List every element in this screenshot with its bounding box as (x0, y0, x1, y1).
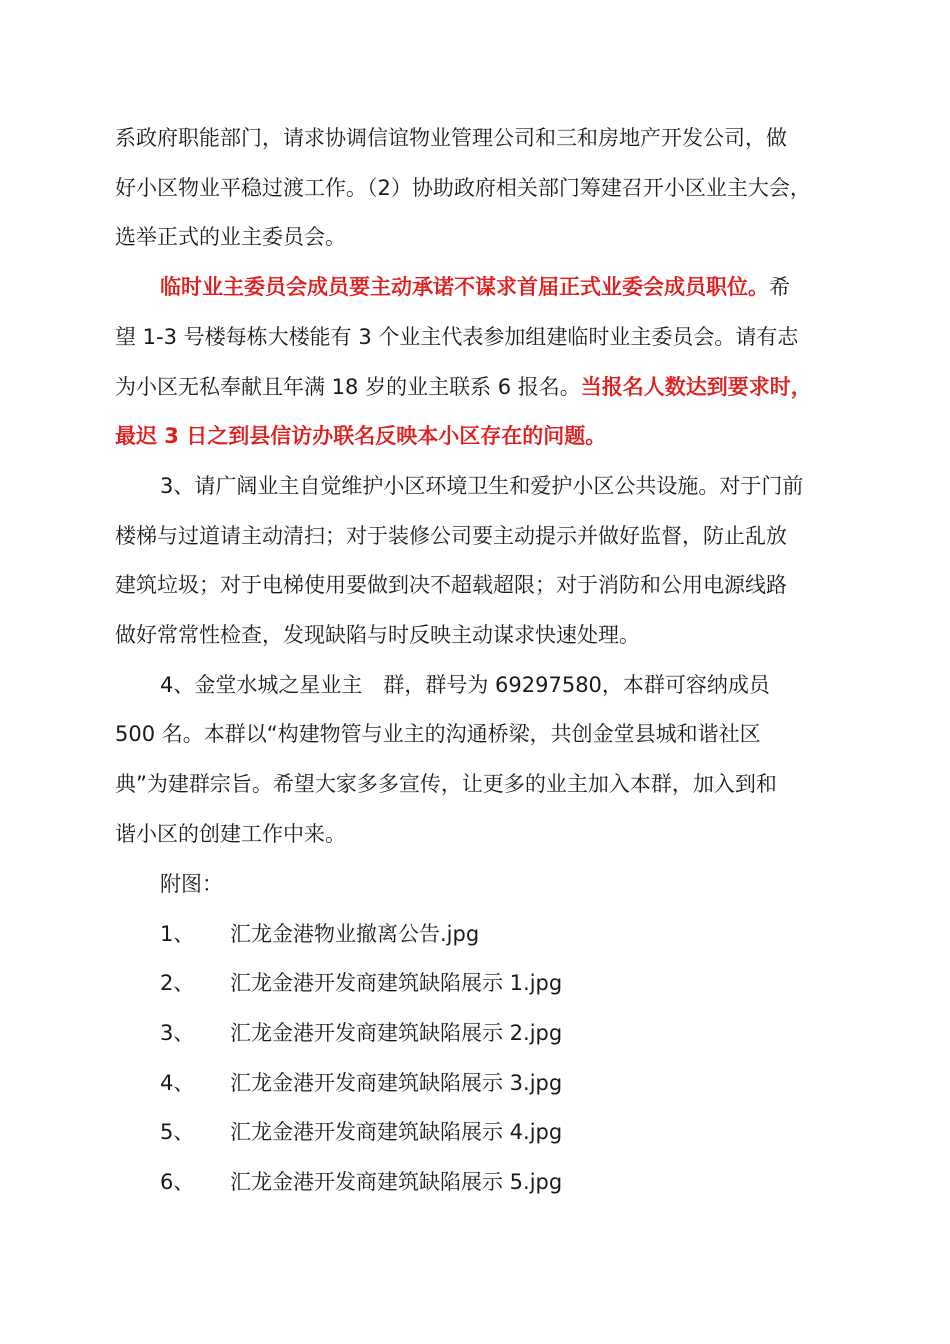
attachment-filename: 汇龙金港开发商建筑缺陷展示 3.jpg (230, 1071, 563, 1095)
attachment-number: 6、 (160, 1170, 195, 1194)
highlighted-text: 当报名人数达到要求时， (580, 375, 812, 399)
attachments-heading: 附图： (160, 872, 223, 896)
paragraph-line: 做好常常性检查，发现缺陷与时反映主动谋求快速处理。 (115, 623, 640, 647)
paragraph-line: 好小区物业平稳过渡工作。（2）协助政府相关部门筹建召开小区业主大会， (115, 176, 811, 200)
text-run: 希 (769, 275, 790, 299)
paragraph-line: 选举正式的业主委员会。 (115, 225, 346, 249)
text-run: 为小区无私奉献且年满 18 岁的业主联系 6 报名。 (115, 375, 581, 399)
attachment-filename: 汇龙金港开发商建筑缺陷展示 2.jpg (230, 1021, 563, 1045)
attachment-number: 5、 (160, 1120, 195, 1144)
highlighted-line: 最迟 3 日之到县信访办联名反映本小区存在的问题。 (115, 424, 607, 448)
attachment-number: 2、 (160, 971, 195, 995)
paragraph-line: 3、请广阔业主自觉维护小区环境卫生和爱护小区公共设施。对于门前 (160, 474, 804, 498)
paragraph-line: 望 1-3 号楼每栋大楼能有 3 个业主代表参加组建临时业主委员会。请有志 (115, 325, 799, 349)
paragraph-line: 楼梯与过道请主动清扫；对于装修公司要主动提示并做好监督，防止乱放 (115, 524, 787, 548)
attachment-number: 1、 (160, 922, 195, 946)
paragraph-line: 建筑垃圾；对于电梯使用要做到决不超载超限；对于消防和公用电源线路 (115, 573, 787, 597)
paragraph-line: 系政府职能部门，请求协调信谊物业管理公司和三和房地产开发公司，做 (115, 126, 787, 150)
paragraph-line: 4、金堂水城之星业主 群，群号为 69297580，本群可容纳成员 (160, 673, 770, 697)
paragraph-line (115, 372, 812, 402)
paragraph-line: 谐小区的创建工作中来。 (115, 822, 346, 846)
attachment-filename: 汇龙金港开发商建筑缺陷展示 4.jpg (230, 1120, 563, 1144)
attachment-filename: 汇龙金港开发商建筑缺陷展示 5.jpg (230, 1170, 563, 1194)
attachment-number: 3、 (160, 1021, 195, 1045)
paragraph-line: 典”为建群宗旨。希望大家多多宣传，让更多的业主加入本群，加入到和 (115, 772, 777, 796)
paragraph-line (160, 272, 790, 302)
attachment-filename: 汇龙金港开发商建筑缺陷展示 1.jpg (230, 971, 563, 995)
paragraph-line: 500 名。本群以“构建物管与业主的沟通桥梁，共创金堂县城和谐社区 (115, 722, 761, 746)
attachment-number: 4、 (160, 1071, 195, 1095)
highlighted-text: 临时业主委员会成员要主动承诺不谋求首届正式业委会成员职位。 (160, 275, 769, 299)
attachment-filename: 汇龙金港物业撤离公告.jpg (230, 922, 480, 946)
